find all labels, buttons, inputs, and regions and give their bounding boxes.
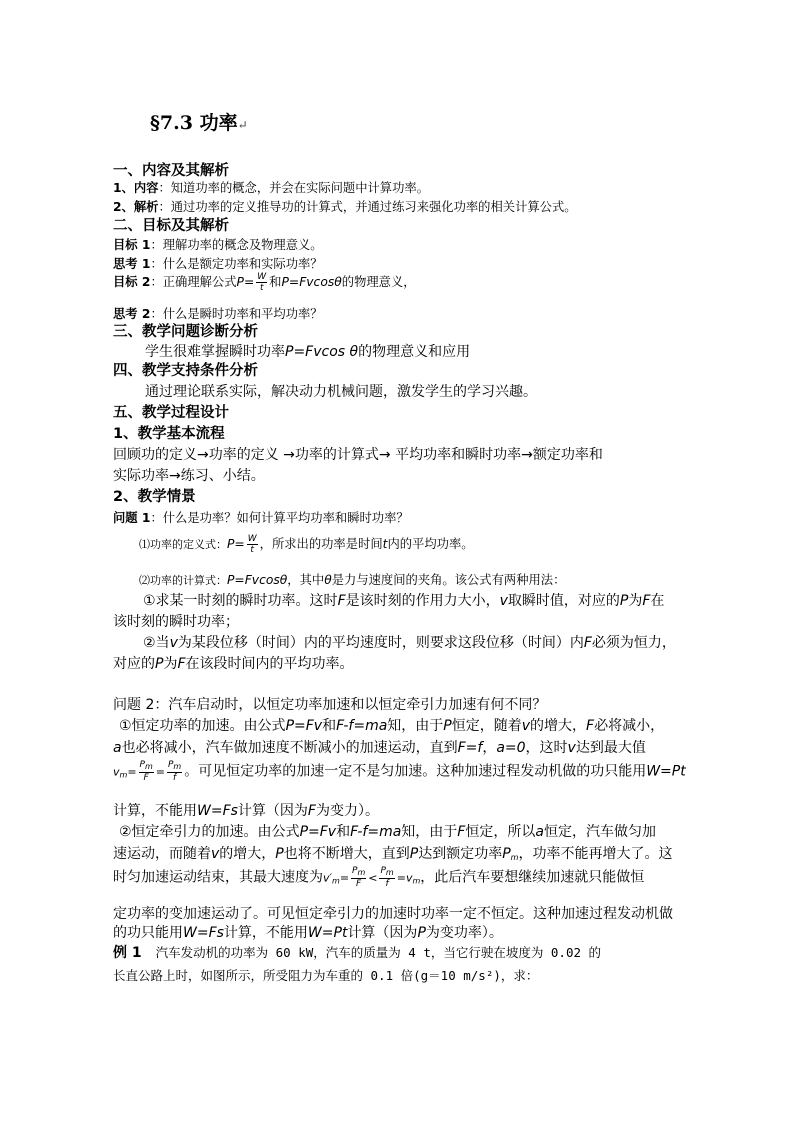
document-title: §7.3 功率↵ [150,112,248,134]
q2-b-line-1: ②恒定牵引力的加速。由公式P=Fv和F-f=ma知，由于F恒定，所以a恒定，汽车做匀加 [119,824,656,840]
q1-case-2-line-2: 对应的P为F在该段时间内的平均功率。 [113,656,354,672]
question-2: 问题 2：汽车启动时，以恒定功率加速和以恒定牵引力加速有何不同？ [113,697,547,713]
q2-a-line-2: a也必将减小，汽车做加速度不断减小的加速运动，直到F=f，a=0，这时v达到最大值 [113,740,646,756]
paragraph-mark-icon: ↵ [237,118,248,132]
flow-line-2: 实际功率→练习、小结。 [113,468,265,484]
think-1: 思考 1：什么是额定功率和实际功率？ [113,257,323,271]
q1-calc: ⑵功率的计算式：P=Fvcosθ，其中θ是力与速度间的夹角。该公式有两种用法： [139,573,566,587]
q1-case-1-line-1: ①求某一时刻的瞬时功率。这时F是该时刻的作用力大小，v取瞬时值，对应的P为F在 [143,593,665,609]
q2-b-line-3: 时匀加速运动结束，其最大速度为$v'_m=$ $\frac{Pm}{F}$ < $\frac{Pm}{f}$ $=v_m$，此后汽车要想继续加速就只能做恒 [113,866,645,889]
sub-heading-scene: 2、教学情景 [113,489,196,505]
s1-line-1: 1、内容：知道功率的概念，并会在实际问题中计算功率。 [113,181,429,195]
example-1-line-1: 例 1 汽车发动机的功率为 60 kW，汽车的质量为 4 t，当它行驶在坡度为 0.02 的 [113,945,602,961]
q2-a-line-4: 计算，不能用W=Fs计算（因为F为变力）。 [113,803,379,819]
q2-a-line-1: ①恒定功率的加速。由公式P=Fv和F-f=ma知，由于P恒定，随着v的增大，F必将减小， [119,718,665,734]
section-1-heading: 一、内容及其解析 [113,163,229,179]
fraction-pm-over-small-f-2: $\frac{Pm}{f}$ [380,866,394,889]
q1-definition: ⑴功率的定义式：P= $\frac{W}{t}$ ，所求出的功率是时间t内的平均功率。 [139,534,474,555]
section-3-heading: 三、教学问题诊断分析 [113,324,258,340]
q1-case-1-line-2: 该时刻的瞬时功率； [113,614,239,630]
fraction-w-over-t-2: $\frac{W}{t}$ [247,534,257,555]
sub-heading-flow: 1、教学基本流程 [113,426,225,442]
fraction-pm-over-f: $\frac{Pm}{F}$ [139,760,153,783]
q2-b-line-5: 的功只能用W=Fs计算，不能用W=Pt计算（因为P为变功率）。 [113,925,503,941]
example-1-line-2: 长直公路上时，如图所示，所受阻力为车重的 0.1 倍(g＝10 m/s²)，求： [113,968,539,983]
s1-line-2: 2、解析：通过功率的定义推导功的计算式，并通过练习来强化功率的相关计算公式。 [113,200,577,214]
section-2-heading: 二、目标及其解析 [113,218,229,234]
fraction-pm-over-small-f: $\frac{Pm}{f}$ [167,760,182,783]
q2-b-line-2: 速运动，而随着v的增大，P也将不断增大，直到P达到额定功率$P_m$，功率不能再增大了。这 [113,846,673,862]
flow-line-1: 回顾功的定义→功率的定义 →功率的计算式→ 平均功率和瞬时功率→额定功率和 [113,447,603,463]
s4-text: 通过理论联系实际，解决动力机械问题，激发学生的学习兴趣。 [145,384,537,400]
s3-text: 学生很难掌握瞬时功率P=Fvcos θ的物理意义和应用 [145,344,471,360]
goal-1: 目标 1：理解功率的概念及物理意义。 [113,238,323,252]
fraction-pm-over-f-2: $\frac{Pm}{F}$ [352,866,366,889]
q2-a-line-3: $v_m=$ $\frac{Pm}{F}$ = $\frac{Pm}{f}$ 。可见恒定功率的加速一定不是匀加速。这种加速过程发动机做的功只能用W=Pt [113,760,686,783]
q2-b-line-4: 定功率的变加速运动了。可见恒定牵引力的加速时功率一定不恒定。这种加速过程发动机做 [113,906,673,922]
q1-case-2-line-1: ②当v为某段位移（时间）内的平均速度时，则要求这段位移（时间）内F必须为恒力， [143,635,676,651]
think-2: 思考 2：什么是瞬时功率和平均功率？ [113,307,323,321]
section-5-heading: 五、教学过程设计 [113,405,229,421]
fraction-w-over-t: $\frac{W}{t}$ [257,272,267,293]
question-1: 问题 1：什么是功率？如何计算平均功率和瞬时功率？ [113,511,409,525]
section-4-heading: 四、教学支持条件分析 [113,363,258,379]
goal-2: 目标 2：正确理解公式P= $\frac{W}{t}$ 和P=Fvcosθ的物理意义， [113,272,416,293]
